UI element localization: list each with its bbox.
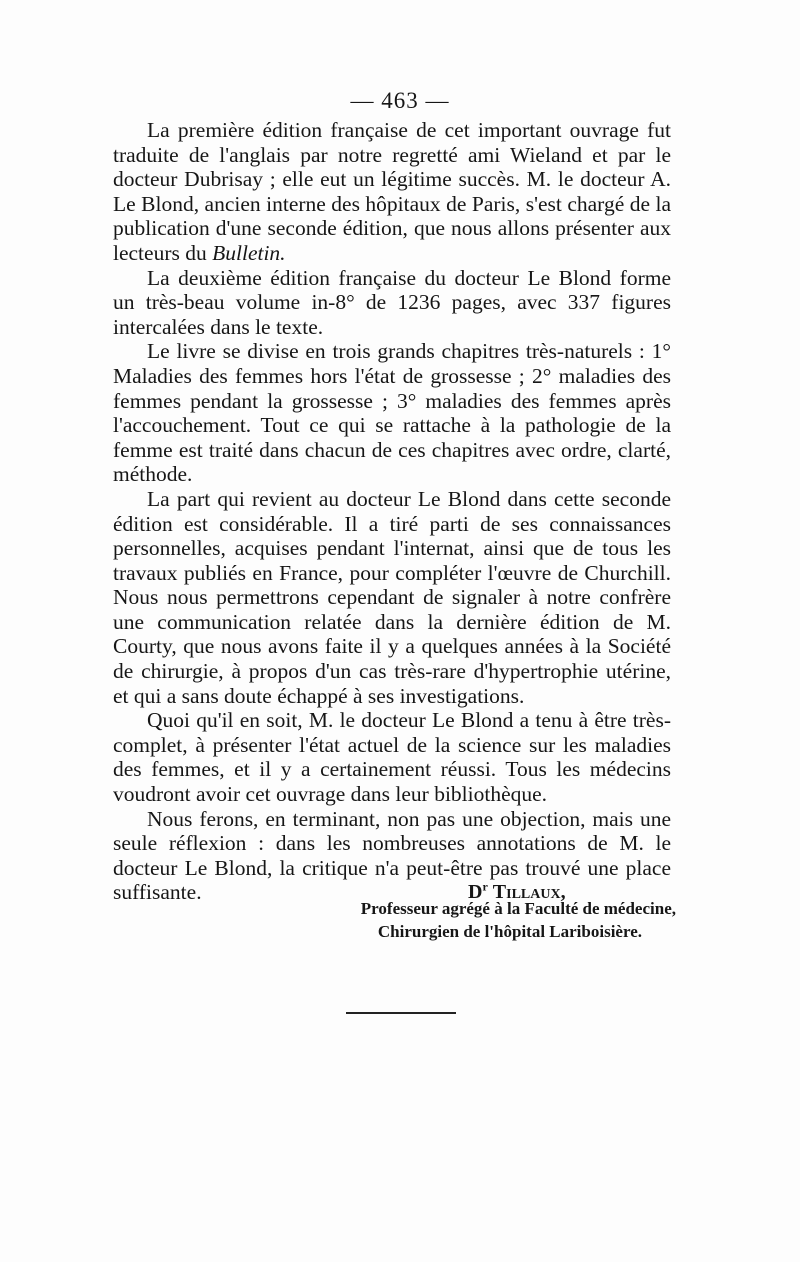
affiliation-line-2: Chirurgien de l'hôpital Lariboisière.: [377, 922, 642, 941]
paragraph-4: La part qui revient au docteur Le Blond dans cette seconde édition est considérable. Il a tiré parti de ses connaissances personnelles, acquises pendant l'internat, ainsi que de tous les travaux publiés en France, pour compléter l'œuvre de Churchill. Nous nous permettrons cependant de signaler à notre confrère une communication relatée dans la dernière édition de M. Courty, que nous avons faite il y a quelques années à la Société de chirurgie, à propos d'un cas très-rare d'hypertrophie utérine, et qui a sans doute échappé à ses investigations.: [113, 486, 671, 708]
paragraph-3: Le livre se divise en trois grands chapitres très-naturels : 1° Maladies des femmes hors l'état de grossesse ; 2° maladies des femmes pendant la grossesse ; 3° maladies des femmes après l'accouchement. Tout ce qui se rattache à la pathologie de la femme est traité dans chacun de ces chapitres avec ordre, clarté, méthode.: [113, 339, 671, 487]
paragraph-1: [113, 118, 671, 266]
end-rule: [346, 1012, 456, 1014]
article-body: [113, 118, 671, 905]
paragraph-5: Quoi qu'il en soit, M. le docteur Le Blond a tenu à être très-complet, à présenter l'état actuel de la science sur les maladies des femmes, et il y a certainement réussi. Tous les médecins voudront avoir cet ouvrage dans leur bibliothèque.: [113, 708, 671, 807]
page-number: — 463 —: [350, 88, 450, 113]
signature-title-sup: r: [482, 879, 488, 894]
journal-title-italic: Bulletin.: [212, 240, 286, 265]
author-name: Tillaux,: [492, 881, 566, 904]
paragraph-6: Nous ferons, en terminant, non pas une objection, mais une seule réflexion : dans les nombreuses annotations de M. le docteur Le Blond, la critique n'a peut-être pas trouvé une place suffisante.: [113, 806, 671, 905]
affiliation-line-1: Professeur agrégé à la Faculté de médecine,: [360, 899, 676, 918]
paragraph-1-text: La première édition française de cet important ouvrage fut traduite de l'anglais par notre regretté ami Wieland et par le docteur Dubrisay ; elle eut un légitime succès. M. le docteur A. Le Blond, ancien interne des hôpitaux de Paris, s'est chargé de la publication d'une seconde édition, que nous allons présenter aux lecteurs du: [113, 118, 671, 265]
signature-title: D: [468, 881, 483, 904]
paragraph-2: La deuxième édition française du docteur Le Blond forme un très-beau volume in-8° de 1236 pages, avec 337 figures intercalées dans le texte.: [113, 265, 671, 339]
